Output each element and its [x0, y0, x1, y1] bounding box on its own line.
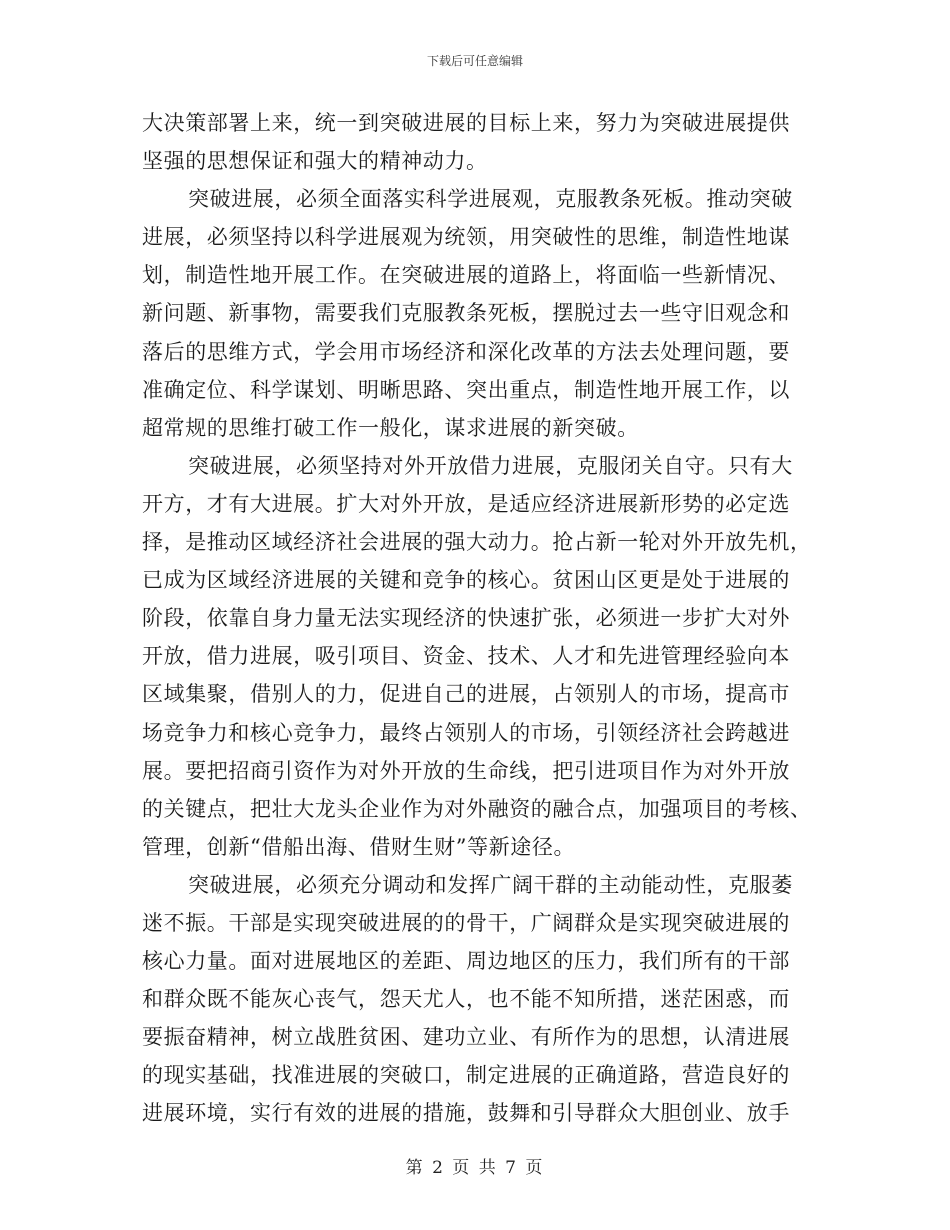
text-line: 场竞争力和核心竞争力，最终占领别人的市场，引领经济社会跨越进	[142, 720, 790, 745]
text-line: 坚强的思想保证和强大的精神动力。	[142, 149, 488, 174]
text-line: 划，制造性地开展工作。在突破进展的道路上，将面临一些新情况、	[142, 263, 790, 288]
text-line: 准确定位、科学谋划、明晰思路、突出重点，制造性地开展工作，以	[142, 377, 790, 402]
text-line: 和群众既不能灰心丧气，怨天尤人，也不能不知所措，迷茫困惑，而	[142, 987, 790, 1012]
text-line: 开放，借力进展，吸引项目、资金、技术、人才和先进管理经验向本	[142, 644, 790, 669]
paragraph-first-line: 突破进展，必须全面落实科学进展观，克服教条死板。推动突破	[188, 187, 793, 212]
paragraph-first-line: 突破进展，必须充分调动和发挥广阔干群的主动能动性，克服萎	[188, 872, 793, 897]
text-line: 管理，创新“借船出海、借财生财”等新途径。	[142, 834, 576, 859]
page-number-footer: 第 2 页 共 7 页	[405, 1158, 545, 1178]
text-line: 展。要把招商引资作为对外开放的生命线，把引进项目作为对外开放	[142, 758, 790, 783]
text-line: 的现实基础，找准进展的突破口，制定进展的正确道路，营造良好的	[142, 1063, 790, 1088]
text-line: 超常规的思维打破工作一般化，谋求进展的新突破。	[142, 415, 639, 440]
text-line: 大决策部署上来，统一到突破进展的目标上来，努力为突破进展提供	[142, 111, 790, 135]
text-line: 落后的思维方式，学会用市场经济和深化改革的方法去处理问题，要	[142, 339, 790, 364]
text-line: 阶段，依靠自身力量无法实现经济的快速扩张，必须进一步扩大对外	[142, 606, 790, 631]
text-line: 开方，才有大进展。扩大对外开放，是适应经济进展新形势的必定选	[142, 491, 790, 516]
text-line: 新问题、新事物，需要我们克服教条死板，摆脱过去一些守旧观念和	[142, 301, 790, 326]
text-line: 已成为区域经济进展的关键和竞争的核心。贫困山区更是处于进展的	[142, 568, 790, 593]
text-line: 迷不振。干部是实现突破进展的的骨干，广阔群众是实现突破进展的	[142, 910, 790, 935]
page-header: 下载后可任意编辑	[426, 54, 523, 68]
text-line: 进展，必须坚持以科学进展观为统领，用突破性的思维，制造性地谋	[142, 225, 790, 250]
paragraph-first-line: 突破进展，必须坚持对外开放借力进展，克服闭关自守。只有大	[188, 453, 793, 478]
text-line: 择，是推动区域经济社会进展的强大动力。抢占新一轮对外开放先机，	[142, 530, 812, 555]
text-line: 要振奋精神，树立战胜贫困、建功立业、有所作为的思想，认清进展	[142, 1025, 790, 1050]
text-line: 核心力量。面对进展地区的差距、周边地区的压力，我们所有的干部	[142, 949, 790, 974]
text-line: 的关键点，把壮大龙头企业作为对外融资的融合点，加强项目的考核、	[142, 796, 812, 821]
document-body	[142, 104, 810, 1133]
text-line: 进展环境，实行有效的进展的措施，鼓舞和引导群众大胆创业、放手	[142, 1101, 790, 1126]
text-line: 区域集聚，借别人的力，促进自己的进展，占领别人的市场，提高市	[142, 682, 790, 707]
